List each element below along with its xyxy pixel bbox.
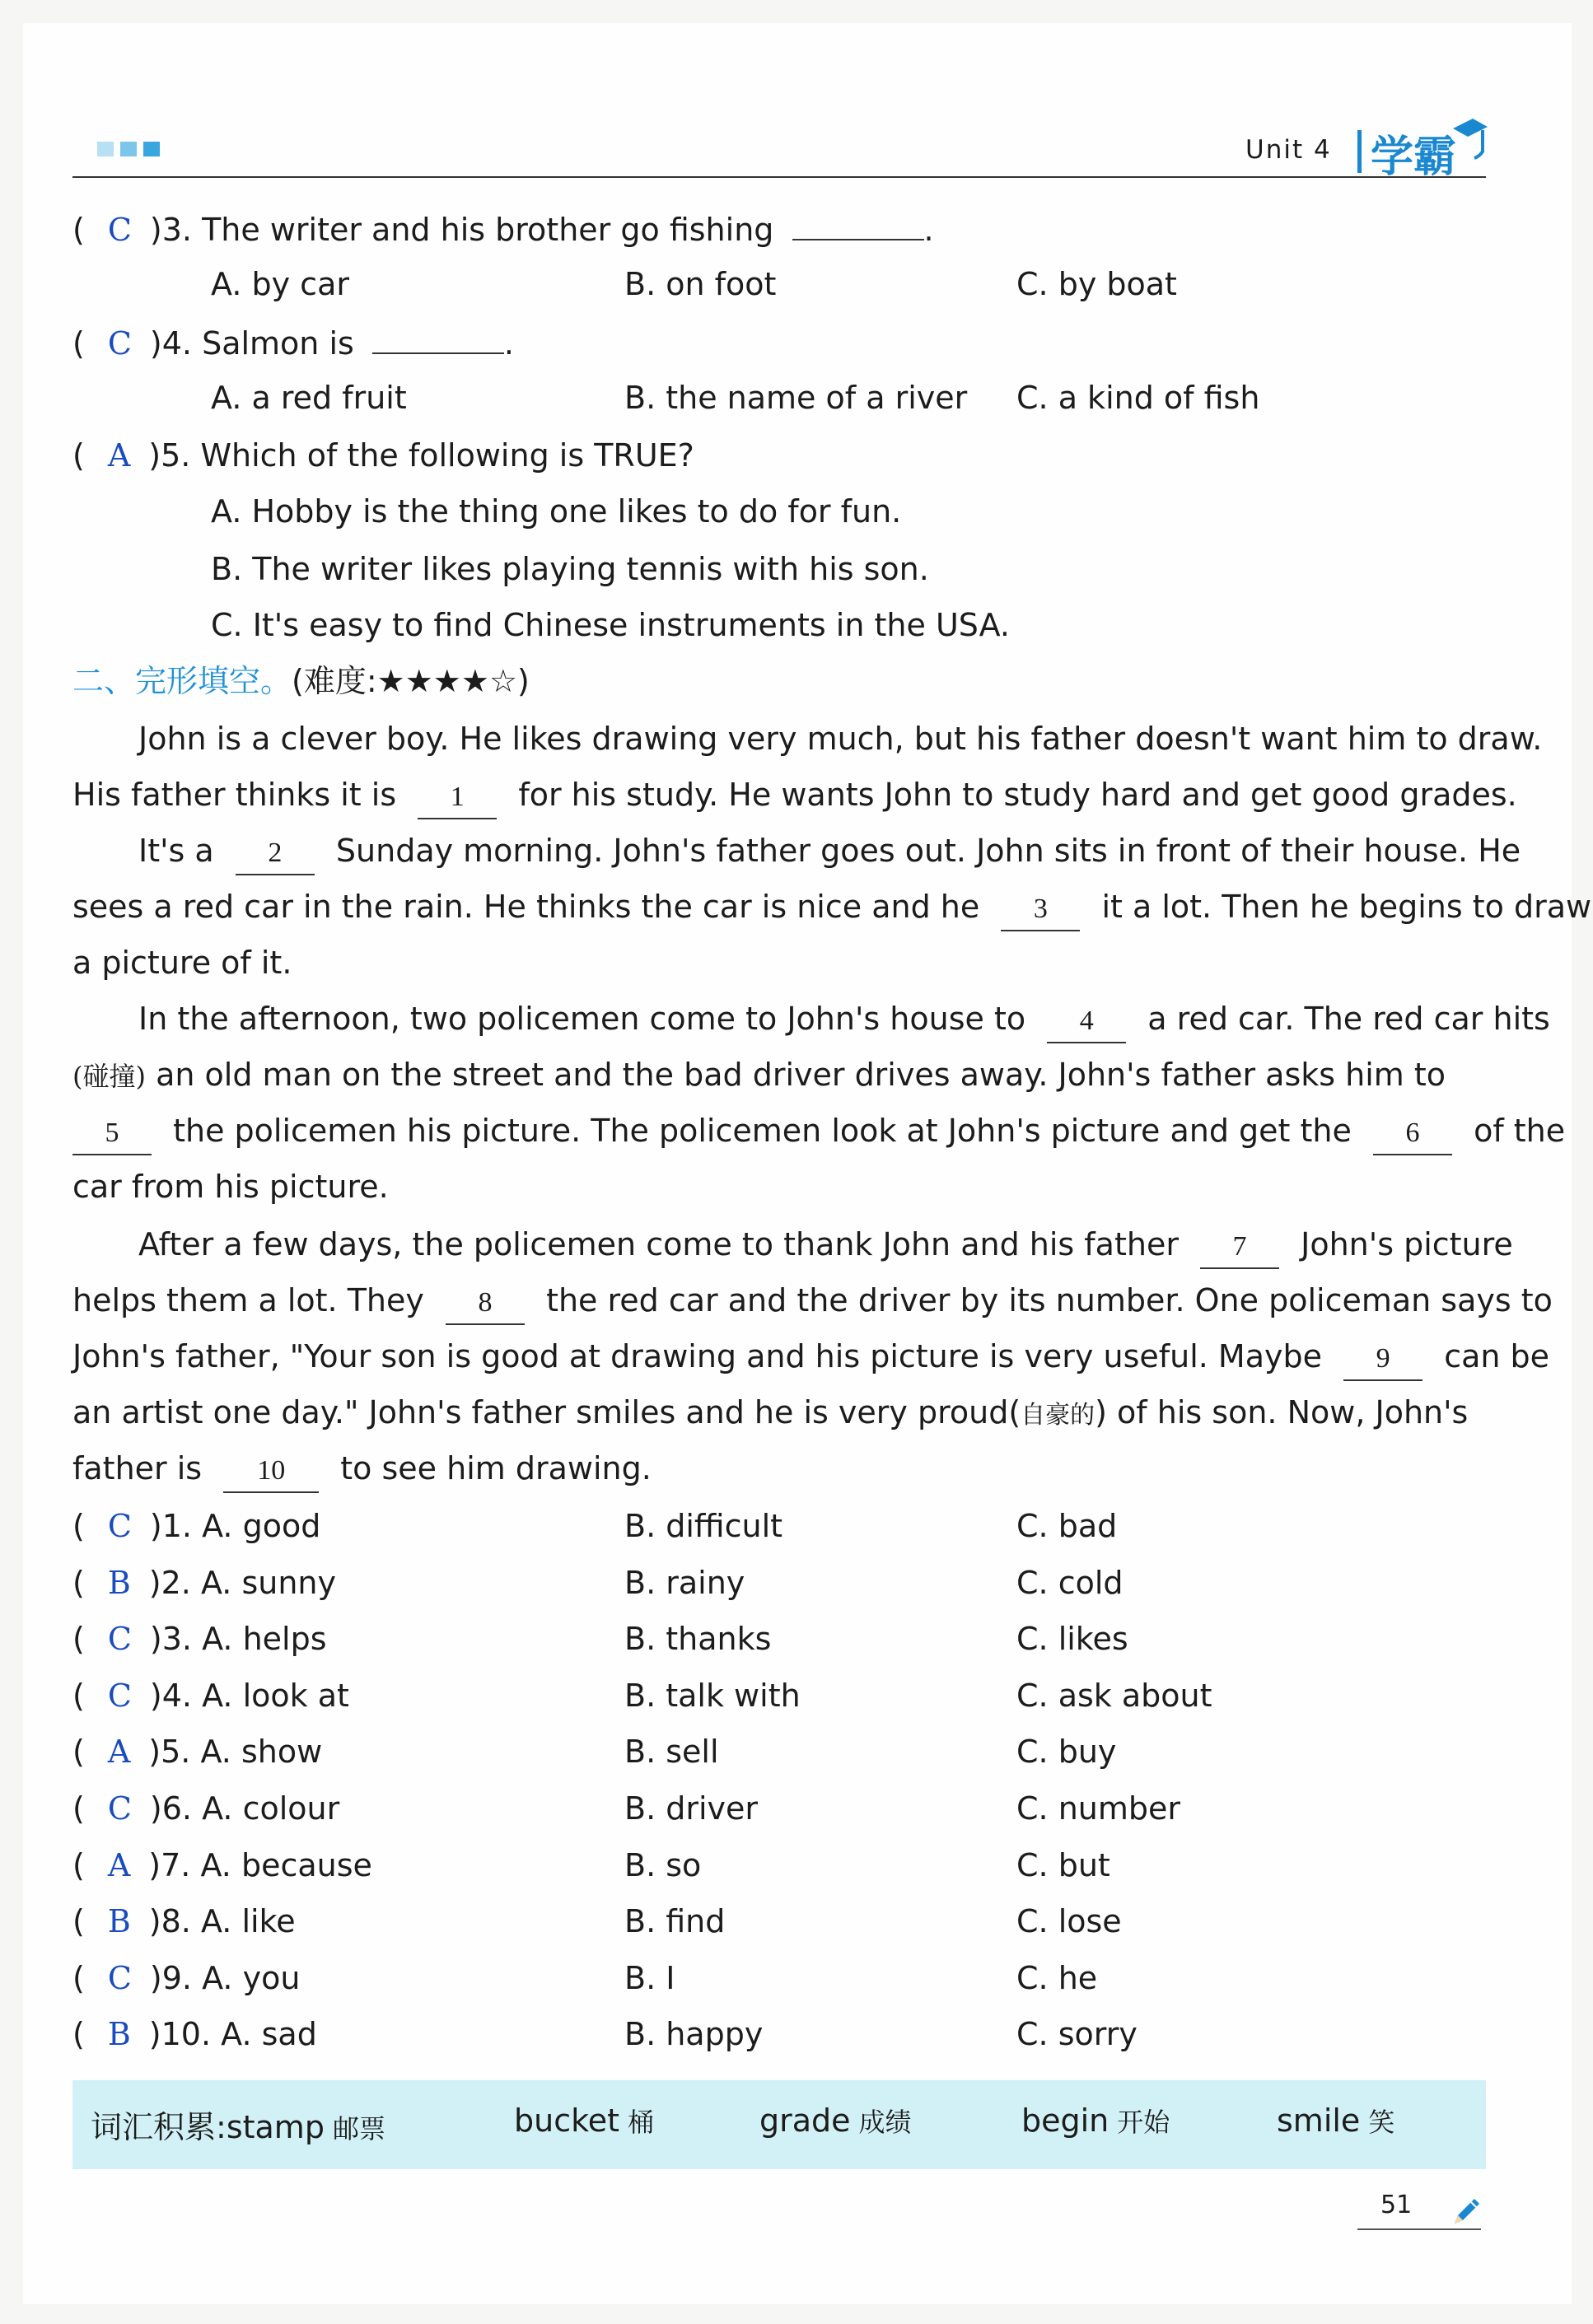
question-number: )7. — [148, 1847, 191, 1883]
cloze-question-row: ( B )8. A. like — [72, 1903, 296, 1939]
option-b: B. thanks — [624, 1621, 772, 1657]
answer-mark: C — [107, 1621, 132, 1657]
option-b: B. rainy — [624, 1565, 745, 1601]
passage-line: After a few days, the policemen come to thank John and his father 7 John's picture — [138, 1224, 1513, 1269]
question-number: )9. — [149, 1960, 192, 1996]
cloze-question-row: ( B )2. A. sunny — [72, 1565, 336, 1601]
blank-7[interactable]: 7 — [1200, 1226, 1279, 1269]
answer-mark: B — [107, 1565, 131, 1601]
unit-label: Unit 4 — [1245, 135, 1332, 165]
question-number: )5. — [148, 1734, 191, 1770]
header-square-2 — [120, 142, 137, 156]
passage-line: John's father, "Your son is good at drawing and his picture is very useful. Maybe 9 can be — [72, 1336, 1549, 1381]
question-4: ( C )4. Salmon is . — [72, 321, 514, 364]
answer-mark: A — [107, 1734, 131, 1770]
blank-10[interactable]: 10 — [223, 1450, 319, 1493]
q5-option-b: B. The writer likes playing tennis with his son. — [211, 551, 929, 587]
cloze-question-row: ( B )10. A. sad — [72, 2016, 317, 2052]
option-c: C. buy — [1016, 1734, 1117, 1770]
blank-9[interactable]: 9 — [1343, 1338, 1422, 1381]
blank-2[interactable]: 2 — [236, 833, 315, 875]
cloze-question-row: ( C )6. A. colour — [72, 1790, 340, 1827]
blank-6[interactable]: 6 — [1373, 1113, 1452, 1155]
option-c: C. ask about — [1016, 1678, 1212, 1714]
option-c: C. lose — [1016, 1903, 1122, 1939]
answer-mark: C — [107, 1960, 132, 1996]
answer-blank[interactable] — [792, 208, 924, 240]
q5-option-a: A. Hobby is the thing one likes to do for fun. — [211, 493, 902, 530]
page-number: 51 — [1380, 2191, 1413, 2219]
passage-line: a picture of it. — [72, 945, 292, 981]
passage-line: (碰撞) an old man on the street and the bad driver drives away. John's father asks him to — [72, 1057, 1446, 1093]
answer-mark: C — [107, 1678, 132, 1714]
brand-logo: 学霸 — [1371, 133, 1457, 182]
option-a: A. look at — [202, 1678, 349, 1714]
q5-option-c: C. It's easy to find Chinese instruments in the USA. — [211, 607, 1011, 643]
blank-8[interactable]: 8 — [446, 1282, 525, 1325]
vocab-item: grade 成绩 — [759, 2102, 912, 2139]
blank-1[interactable]: 1 — [418, 777, 497, 819]
answer-mark: C — [107, 1790, 132, 1827]
vocab-item: smile 笑 — [1277, 2102, 1395, 2139]
question-number: )4. — [149, 1678, 192, 1714]
option-b: B. so — [624, 1847, 702, 1883]
answer-mark: C — [107, 1508, 132, 1544]
vocabulary-box — [72, 2080, 1486, 2169]
answer-mark: B — [107, 2016, 131, 2052]
option-c: C. number — [1016, 1790, 1180, 1827]
q4-option-b: B. the name of a river — [624, 380, 968, 416]
question-number: )6. — [149, 1790, 192, 1827]
passage-line: father is 10 to see him drawing. — [72, 1448, 652, 1493]
answer-mark: A — [107, 1847, 131, 1883]
option-c: C. sorry — [1016, 2016, 1138, 2052]
option-a: A. you — [202, 1960, 301, 1996]
option-a: A. because — [200, 1847, 372, 1883]
header-square-1 — [97, 142, 114, 156]
option-a: A. good — [202, 1508, 321, 1544]
passage-line: 5 the policemen his picture. The policemen look at John's picture and get the 6 of the — [72, 1110, 1565, 1155]
question-3: ( C )3. The writer and his brother go fishing . — [72, 208, 934, 250]
cloze-question-row: ( C )1. A. good — [72, 1508, 321, 1544]
passage-line: In the afternoon, two policemen come to John's house to 4 a red car. The red car hits — [138, 998, 1550, 1043]
question-number: )8. — [148, 1903, 191, 1939]
passage-line: John is a clever boy. He likes drawing very much, but his father doesn't want him to draw. — [138, 721, 1543, 757]
graduation-cap-icon — [1450, 114, 1489, 163]
question-5: ( A )5. Which of the following is TRUE? — [72, 437, 694, 474]
vocab-label: 词汇积累:stamp 邮票 — [91, 2109, 385, 2145]
answer-mark: B — [107, 1903, 131, 1939]
option-a: A. show — [200, 1734, 323, 1770]
blank-5[interactable]: 5 — [72, 1113, 152, 1155]
passage-line: car from his picture. — [72, 1169, 389, 1205]
option-c: C. bad — [1016, 1508, 1118, 1544]
answer-mark: C — [107, 212, 132, 248]
passage-line: an artist one day." John's father smiles and he is very proud(自豪的) of his son. Now, John's — [72, 1394, 1469, 1430]
option-c: C. likes — [1016, 1621, 1128, 1657]
cloze-question-row: ( C )4. A. look at — [72, 1678, 349, 1714]
passage-line: helps them a lot. They 8 the red car and the driver by its number. One policeman says to — [72, 1280, 1553, 1325]
option-b: B. talk with — [624, 1678, 801, 1714]
vocab-item: begin 开始 — [1021, 2102, 1170, 2139]
option-a: A. helps — [202, 1621, 327, 1657]
q4-option-a: A. a red fruit — [211, 380, 407, 416]
answer-mark: A — [107, 437, 131, 474]
section-title: 二、完形填空。(难度:★★★★☆) — [72, 663, 530, 699]
passage-line: sees a red car in the rain. He thinks the car is nice and he 3 it a lot. Then he begins to draw — [72, 886, 1591, 931]
option-a: A. like — [200, 1903, 296, 1939]
option-c: C. cold — [1016, 1565, 1124, 1601]
passage-line: His father thinks it is 1 for his study. He wants John to study hard and get good grades. — [72, 774, 1517, 819]
header-square-3 — [143, 142, 160, 156]
option-b: B. driver — [624, 1790, 759, 1827]
option-b: B. find — [624, 1903, 726, 1939]
header-rule — [72, 176, 1486, 178]
question-number: )10. — [148, 2016, 212, 2052]
passage-line: It's a 2 Sunday morning. John's father goes out. John sits in front of their house. He — [138, 830, 1521, 875]
answer-mark: C — [107, 325, 132, 362]
q3-option-b: B. on foot — [624, 266, 777, 302]
answer-blank[interactable] — [372, 321, 504, 354]
cloze-question-row: ( C )3. A. helps — [72, 1621, 327, 1657]
q3-option-c: C. by boat — [1016, 266, 1177, 302]
q4-option-c: C. a kind of fish — [1016, 380, 1260, 416]
pencil-icon — [1448, 2194, 1484, 2230]
option-a: A. sad — [221, 2016, 317, 2052]
q3-option-a: A. by car — [211, 266, 349, 302]
option-b: B. I — [624, 1960, 675, 1996]
option-a: A. sunny — [200, 1565, 336, 1601]
cloze-question-row: ( A )7. A. because — [72, 1847, 372, 1883]
brand-bar — [1357, 130, 1362, 173]
question-number: )3. — [149, 1621, 192, 1657]
vocab-item: bucket 桶 — [514, 2102, 655, 2139]
option-b: B. sell — [624, 1734, 719, 1770]
difficulty-stars: ★★★★☆ — [376, 663, 517, 699]
option-b: B. difficult — [624, 1508, 783, 1544]
option-c: C. he — [1016, 1960, 1098, 1996]
option-b: B. happy — [624, 2016, 764, 2052]
blank-3[interactable]: 3 — [1001, 889, 1080, 931]
cloze-question-row: ( A )5. A. show — [72, 1734, 323, 1770]
question-number: )2. — [148, 1565, 191, 1601]
question-number: )1. — [149, 1508, 192, 1544]
blank-4[interactable]: 4 — [1047, 1001, 1126, 1043]
option-c: C. but — [1016, 1847, 1110, 1883]
option-a: A. colour — [202, 1790, 340, 1827]
cloze-question-row: ( C )9. A. you — [72, 1960, 301, 1996]
